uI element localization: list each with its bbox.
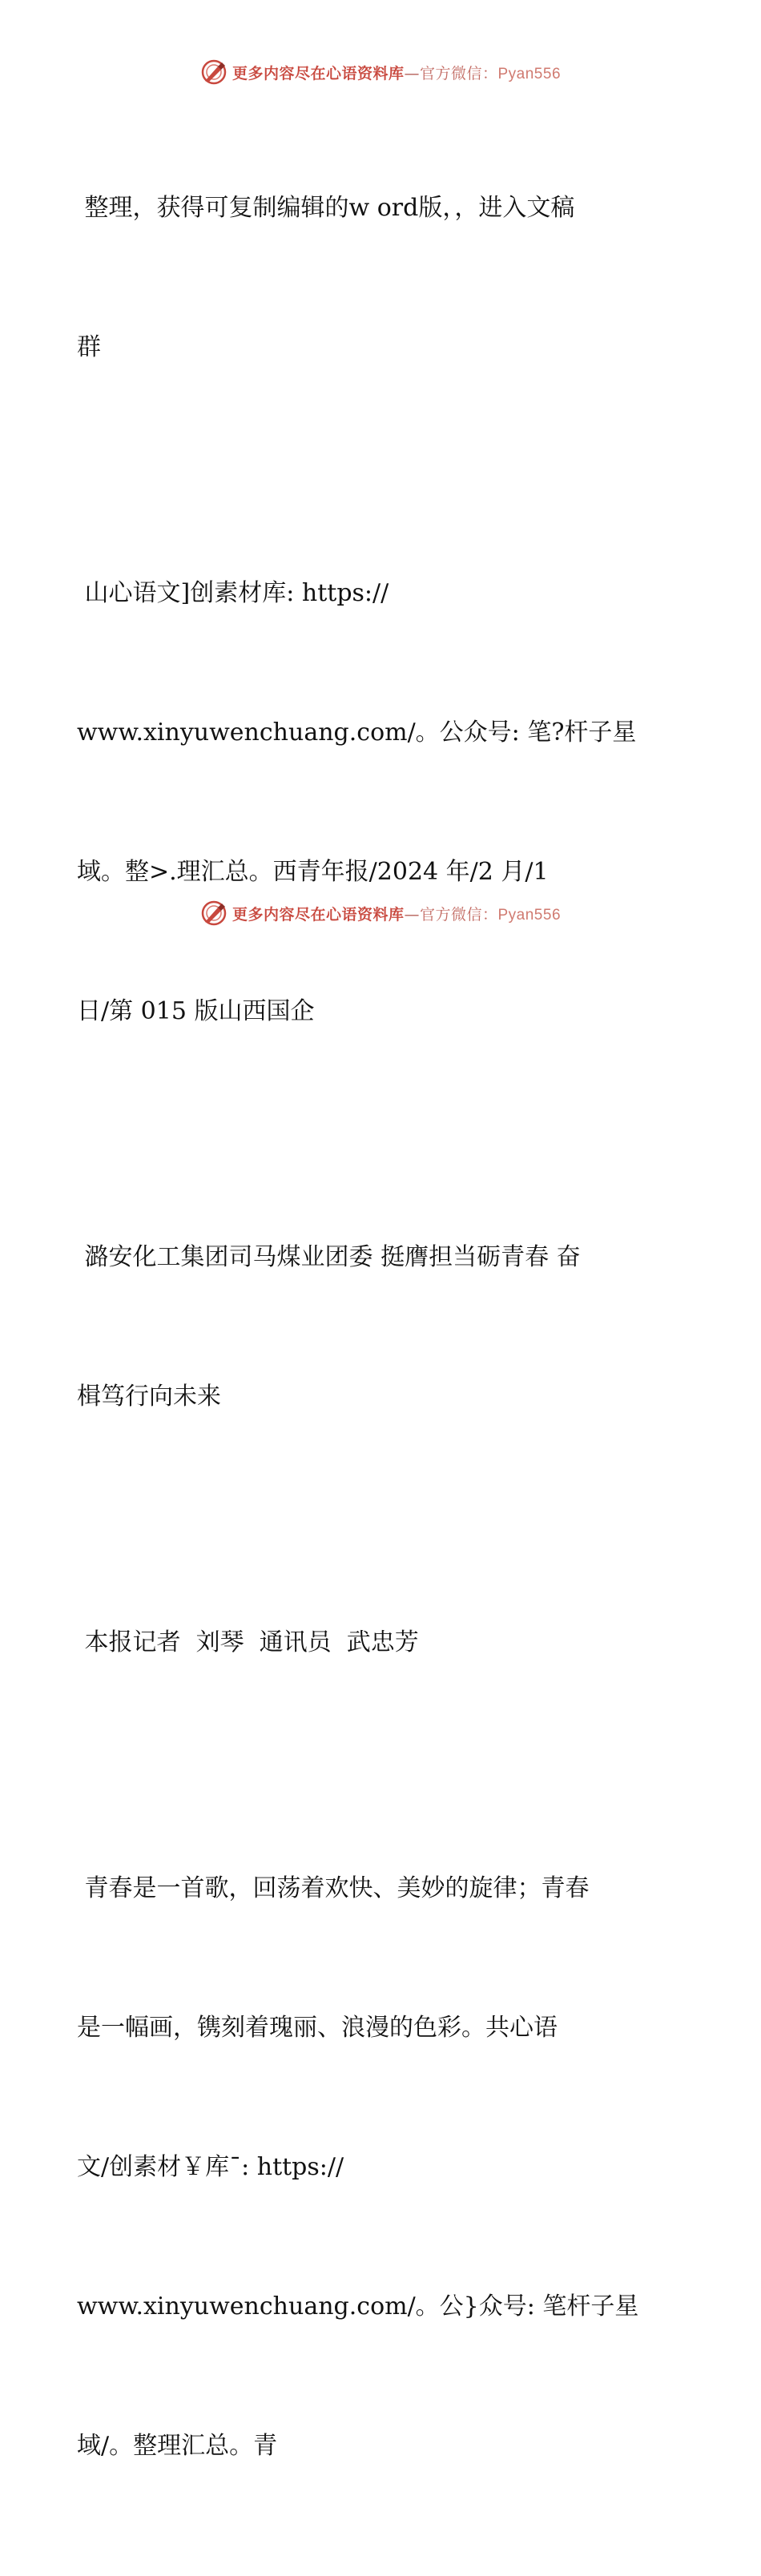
article-byline [77,1527,670,1759]
text-line: 山心语文]创素材库: https:// [77,579,389,607]
text-line: 群 [77,333,101,361]
header-watermark-banner [0,56,761,88]
document-body [77,92,670,2576]
paragraph-2 [77,477,670,1128]
banner-wechat-handle: Pyan556 [497,65,562,83]
banner-text [232,62,561,83]
banner-wechat-label: 官方微信： [419,64,498,83]
paragraph-5 [77,1773,670,2562]
banner-main-text: 更多内容尽在心语资料库 [232,905,405,924]
footer-watermark-banner [0,897,761,929]
paragraph-1 [77,92,670,464]
text-line: 整理，获得可复制编辑的w ord版，，进入文稿 [77,194,575,222]
text-line: www.xinyuwenchuang.com/。公众号: 笔?杆子星 [77,718,637,747]
text-line: 文/创素材￥库¯: https:// [77,2153,344,2181]
banner-wechat-handle: Pyan556 [497,906,562,924]
banner-separator: — [404,64,420,83]
banner-wechat-label: 官方微信： [419,905,498,924]
text-line: 域。整>.理汇总。西青年报/2024 年/2 月/1 [77,858,549,886]
text-line: 是一幅画，镌刻着瑰丽、浪漫的色彩。共心语 [77,2014,558,2042]
banner-text [232,903,561,924]
text-line: 青春是一首歌，回荡着欢快、美妙的旋律；青春 [77,1874,590,1902]
text-line: 域/。整理汇总。青 [77,2432,278,2460]
pen-logo-icon [200,900,227,927]
article-headline [77,1141,670,1513]
text-line: 潞安化工集团司马煤业团委 挺膺担当砺青春 奋 [77,1243,581,1271]
banner-separator: — [404,905,420,924]
text-line: 日/第 015 版山西国企 [77,997,315,1025]
banner-main-text: 更多内容尽在心语资料库 [232,64,405,83]
text-line: www.xinyuwenchuang.com/。公}众号: 笔杆子星 [77,2292,639,2320]
text-line: 本报记者 刘琴 通讯员 武忠芳 [77,1628,419,1656]
text-line: 楫笃行向未来 [77,1383,221,1411]
pen-logo-icon [200,58,227,86]
